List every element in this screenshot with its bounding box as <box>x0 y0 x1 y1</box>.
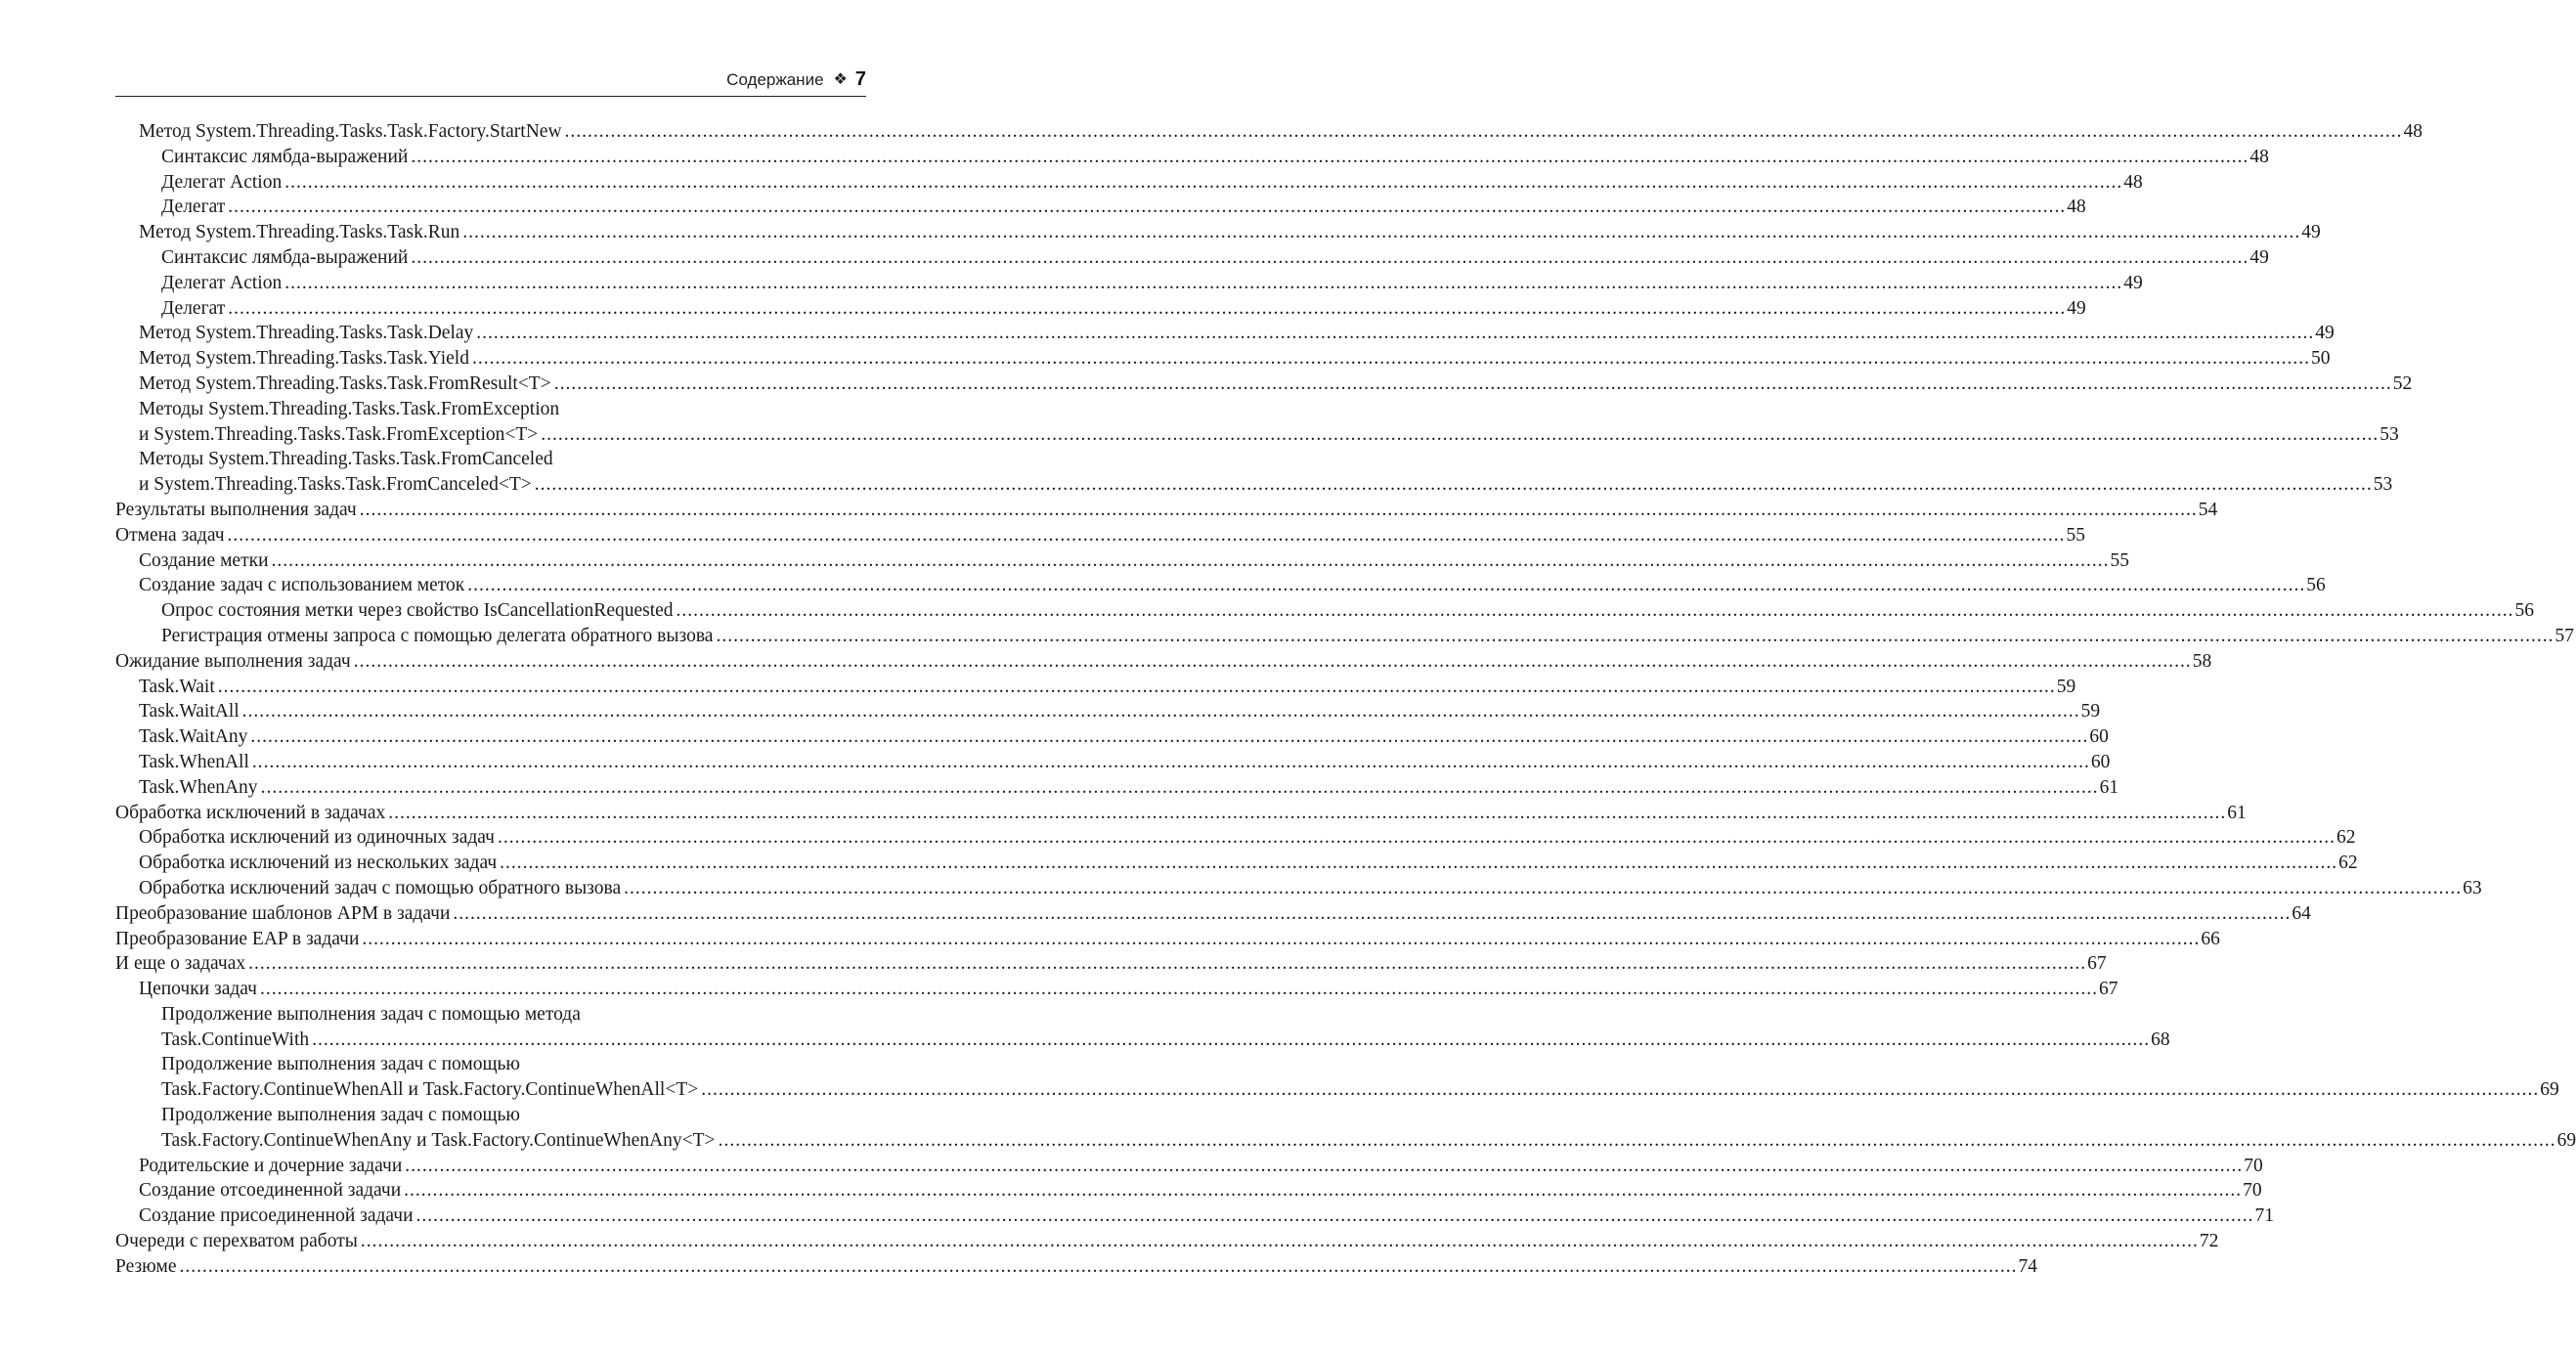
toc-entry-title: Обработка исключений из одиночных задач <box>139 827 495 849</box>
toc-entry <box>115 145 2269 170</box>
toc-entry-page: 56 <box>2306 575 2326 596</box>
toc-entry-page: 59 <box>2080 701 2101 722</box>
toc-entry <box>115 750 2111 775</box>
toc-entry-title: Резюме <box>115 1255 177 1277</box>
toc-entry-page: 61 <box>2227 802 2247 823</box>
toc-entry-row <box>139 372 2413 397</box>
toc-entry-page: 70 <box>2244 1155 2263 1176</box>
toc-entry-page: 72 <box>2199 1231 2219 1252</box>
toc-entry <box>115 675 2076 700</box>
toc-entry-row <box>161 145 2269 170</box>
toc-entry-row <box>139 851 2358 876</box>
toc-entry-row <box>139 1204 2275 1229</box>
toc-entry-title: Опрос состояния метки через свойство IsCancellationRequested <box>161 600 674 622</box>
toc-entry-title: Отмена задач <box>115 524 225 546</box>
leader-dots <box>476 321 2314 346</box>
toc-entry-page: 49 <box>2315 323 2335 344</box>
toc-entry-page: 63 <box>2463 877 2482 898</box>
toc-entry-row <box>115 1254 2037 1280</box>
toc-entry <box>115 119 2423 145</box>
toc-entry-row <box>115 498 2218 523</box>
toc-entry-row <box>139 119 2423 145</box>
toc-entry-title: Создание отсоединенной задачи <box>139 1180 402 1202</box>
toc-entry-title: Task.Factory.ContinueWhenAll и Task.Factory.ContinueWhenAll<T> <box>161 1079 699 1101</box>
toc-entry-title: Обработка исключений задач с помощью обратного вызова <box>139 877 622 898</box>
toc-entry-page: 52 <box>2392 372 2413 394</box>
toc-entry <box>115 876 2482 901</box>
leader-dots <box>535 472 2373 498</box>
toc-entry-title: Метод System.Threading.Tasks.Task.Yield <box>139 348 469 370</box>
leader-dots <box>361 1229 2199 1254</box>
toc-entry-title: Метод System.Threading.Tasks.Task.Run <box>139 222 460 243</box>
leader-dots <box>500 851 2337 876</box>
toc-entry-title: Делегат Action <box>161 171 283 193</box>
toc-entry-title: Преобразование EAP в задачи <box>115 928 360 949</box>
leader-dots <box>242 699 2080 724</box>
leader-dots <box>467 573 2305 598</box>
leader-dots <box>554 372 2392 397</box>
leader-dots <box>416 1204 2254 1229</box>
leader-dots <box>360 498 2198 523</box>
toc-entry-title: Метод System.Threading.Tasks.Task.FromResult<T> <box>139 372 551 394</box>
toc-entry-row <box>139 675 2076 700</box>
toc-entry <box>115 498 2218 523</box>
toc-entry-page: 67 <box>2098 979 2118 1000</box>
toc-entry <box>115 977 2118 1002</box>
leader-dots <box>284 271 2122 296</box>
toc-entry <box>115 624 2574 649</box>
toc-entry-row <box>139 220 2321 245</box>
toc-entry <box>115 1002 2170 1053</box>
toc-entry <box>115 951 2107 977</box>
toc-entry-row <box>161 195 2086 220</box>
toc-entry-row <box>139 825 2356 851</box>
leader-dots <box>272 548 2110 574</box>
toc-entry-row <box>161 1128 2576 1154</box>
toc-entry-page: 49 <box>2123 272 2143 293</box>
leader-dots <box>404 1178 2242 1204</box>
toc-entry-row <box>139 573 2326 598</box>
toc-entry-row <box>161 598 2535 624</box>
toc-entry-row <box>161 296 2086 322</box>
toc-entry-page: 60 <box>2089 726 2109 748</box>
toc-entry <box>115 220 2321 245</box>
leader-dots <box>260 977 2098 1002</box>
toc-entry-row <box>139 1178 2262 1204</box>
toc-entry <box>115 724 2109 750</box>
toc-entry-title-line: Методы System.Threading.Tasks.Task.FromCanceled <box>139 449 553 470</box>
toc-entry <box>115 825 2356 851</box>
toc-entry <box>115 598 2535 624</box>
toc-entry-page: 67 <box>2087 953 2107 975</box>
toc-entry-page: 55 <box>2066 524 2086 546</box>
toc-entry-page: 57 <box>2554 625 2574 646</box>
leader-dots <box>701 1077 2539 1103</box>
leader-dots <box>362 927 2200 952</box>
toc-entry-page: 74 <box>2018 1255 2037 1277</box>
toc-entry-title: Регистрация отмены запроса с помощью делегата обратного вызова <box>161 625 714 646</box>
toc-entry <box>115 775 2119 801</box>
toc-entry-row <box>139 346 2331 372</box>
toc-entry <box>115 523 2086 548</box>
toc-entry-title: Task.Factory.ContinueWhenAny и Task.Factory.ContinueWhenAny<T> <box>161 1129 716 1151</box>
toc-entry <box>115 296 2086 322</box>
toc-entry-row <box>161 245 2269 271</box>
toc-entry-row <box>139 699 2101 724</box>
toc-entry-title: И еще о задачах <box>115 953 246 975</box>
toc-entry-title: Task.ContinueWith <box>161 1029 310 1050</box>
page-header <box>115 61 866 97</box>
ornament-separator-icon: ❖ <box>833 70 848 88</box>
leader-dots <box>472 346 2310 372</box>
toc-entry-page: 49 <box>2249 246 2269 268</box>
toc-entry-page: 59 <box>2056 676 2076 697</box>
leader-dots <box>218 675 2056 700</box>
toc-entry-title: Делегат Action <box>161 272 283 293</box>
toc-entry-page: 62 <box>2338 853 2358 874</box>
leader-dots <box>354 649 2192 675</box>
toc-entry-page: 50 <box>2310 348 2331 370</box>
running-head-title: Содержание <box>726 69 824 89</box>
toc-entry-page: 69 <box>2540 1079 2559 1101</box>
toc-entry-row <box>115 801 2247 826</box>
toc-entry <box>115 372 2413 397</box>
toc-entry <box>115 397 2399 448</box>
leader-dots <box>312 1028 2150 1053</box>
toc-entry-page: 49 <box>2067 297 2086 319</box>
toc-entry-title: Обработка исключений в задачах <box>115 802 386 823</box>
leader-dots <box>719 1128 2556 1154</box>
leader-dots <box>411 245 2249 271</box>
toc-entry-row <box>161 271 2143 296</box>
toc-entry-row <box>161 170 2143 196</box>
toc-entry-title: Синтаксис лямбда-выражений <box>161 146 409 167</box>
toc-entry-page: 54 <box>2198 499 2218 520</box>
toc-entry <box>115 346 2331 372</box>
toc-entry-page: 70 <box>2243 1180 2262 1202</box>
toc-entry-title: Task.WaitAll <box>139 701 240 722</box>
leader-dots <box>411 145 2249 170</box>
toc-entry-title: Цепочки задач <box>139 979 257 1000</box>
toc-entry <box>115 573 2326 598</box>
toc-entry <box>115 649 2212 675</box>
toc-entry-row <box>139 1154 2263 1179</box>
toc-entry-title: Ожидание выполнения задач <box>115 650 351 672</box>
leader-dots <box>261 775 2099 801</box>
toc-entry-row <box>161 1028 2170 1053</box>
toc-entry-title: Родительские и дочерние задачи <box>139 1155 403 1176</box>
toc-entry <box>115 1254 2037 1280</box>
toc-entry-page: 48 <box>2123 171 2143 193</box>
toc-entry <box>115 801 2247 826</box>
toc-entry-page: 60 <box>2090 751 2111 772</box>
leader-dots <box>462 220 2300 245</box>
toc-entry-title: Task.WhenAll <box>139 751 249 772</box>
toc-entry <box>115 1229 2219 1254</box>
toc-entry-title-line: Продолжение выполнения задач с помощью <box>161 1054 520 1075</box>
toc-entry-title: Делегат <box>161 297 226 319</box>
toc-entry-page: 58 <box>2192 650 2212 672</box>
leader-dots <box>228 195 2066 220</box>
toc-entry <box>115 1204 2275 1229</box>
toc-entry-page: 56 <box>2514 600 2535 622</box>
toc-entry-title: Создание метки <box>139 549 269 571</box>
leader-dots <box>250 724 2088 750</box>
toc-entry-page: 49 <box>2301 222 2321 243</box>
toc-entry-row <box>115 649 2212 675</box>
toc-entry-row <box>139 422 2399 448</box>
table-of-contents <box>115 119 2576 1280</box>
toc-entry <box>115 170 2143 196</box>
toc-entry-title: Обработка исключений из нескольких задач <box>139 853 498 874</box>
toc-entry-title: Делегат <box>161 197 226 218</box>
toc-entry-page: 53 <box>2373 474 2393 496</box>
toc-entry <box>115 271 2143 296</box>
toc-entry <box>115 321 2335 346</box>
toc-entry-row <box>115 523 2086 548</box>
toc-entry-row <box>161 624 2574 649</box>
toc-entry-page: 48 <box>2249 146 2269 167</box>
toc-entry-page: 61 <box>2099 776 2119 798</box>
leader-dots <box>228 523 2066 548</box>
toc-entry-row <box>139 750 2111 775</box>
toc-entry-row <box>139 724 2109 750</box>
toc-entry <box>115 901 2311 927</box>
leader-dots <box>180 1254 2018 1280</box>
toc-entry-page: 48 <box>2403 121 2423 142</box>
toc-entry-title: Очереди с перехватом работы <box>115 1231 358 1252</box>
toc-entry-row <box>139 321 2335 346</box>
leader-dots <box>677 598 2514 624</box>
toc-entry-page: 55 <box>2110 549 2130 571</box>
toc-entry-title: Преобразование шаблонов APM в задачи <box>115 902 451 924</box>
toc-entry-title: Метод System.Threading.Tasks.Task.Factory.StartNew <box>139 121 562 142</box>
toc-entry-page: 64 <box>2292 902 2311 924</box>
toc-entry <box>115 851 2358 876</box>
leader-dots <box>388 801 2226 826</box>
toc-entry-title: Создание присоединенной задачи <box>139 1205 414 1227</box>
toc-entry-title-line: Продолжение выполнения задач с помощью <box>161 1105 520 1126</box>
toc-entry-title: Результаты выполнения задач <box>115 499 357 520</box>
leader-dots <box>541 422 2379 448</box>
leader-dots <box>405 1154 2243 1179</box>
toc-entry-title: Синтаксис лямбда-выражений <box>161 246 409 268</box>
toc-entry <box>115 1052 2559 1103</box>
leader-dots <box>453 901 2291 927</box>
leader-dots <box>228 296 2066 322</box>
toc-entry-page: 68 <box>2151 1029 2170 1050</box>
toc-entry <box>115 699 2101 724</box>
toc-entry-page: 66 <box>2201 928 2220 949</box>
header-right <box>726 68 866 91</box>
toc-entry-title: Task.WaitAny <box>139 726 248 748</box>
toc-entry-title: Task.WhenAny <box>139 776 258 798</box>
leader-dots <box>498 825 2336 851</box>
toc-entry-row <box>115 951 2107 977</box>
toc-entry <box>115 1178 2262 1204</box>
leader-dots <box>624 876 2462 901</box>
toc-entry-title: Метод System.Threading.Tasks.Task.Delay <box>139 323 474 344</box>
toc-entry-row <box>139 977 2118 1002</box>
toc-entry-title: Создание задач с использованием меток <box>139 575 465 596</box>
toc-entry-row <box>139 472 2393 498</box>
leader-dots <box>565 119 2403 145</box>
toc-entry <box>115 1103 2576 1154</box>
toc-entry-page: 48 <box>2067 197 2086 218</box>
leader-dots <box>284 170 2122 196</box>
toc-entry-title: Task.Wait <box>139 676 215 697</box>
toc-entry-page: 62 <box>2336 827 2356 849</box>
toc-entry <box>115 447 2393 498</box>
toc-entry-title-line: Продолжение выполнения задач с помощью метода <box>161 1003 581 1025</box>
toc-entry <box>115 1154 2263 1179</box>
toc-entry-title: и System.Threading.Tasks.Task.FromException<T> <box>139 423 539 445</box>
toc-entry-page: 53 <box>2380 423 2399 445</box>
toc-entry-row <box>115 901 2311 927</box>
toc-entry-row <box>139 548 2130 574</box>
leader-dots <box>252 750 2090 775</box>
toc-entry-row <box>115 927 2220 952</box>
toc-entry-row <box>161 1077 2559 1103</box>
toc-entry <box>115 927 2220 952</box>
toc-entry-title-line: Методы System.Threading.Tasks.Task.FromException <box>139 398 560 419</box>
leader-dots <box>716 624 2554 649</box>
toc-entry-title: и System.Threading.Tasks.Task.FromCanceled<T> <box>139 474 532 496</box>
toc-entry <box>115 548 2130 574</box>
toc-entry <box>115 245 2269 271</box>
toc-entry-page: 71 <box>2254 1205 2275 1227</box>
toc-entry-row <box>139 876 2482 901</box>
toc-entry-row <box>115 1229 2219 1254</box>
toc-entry-page: 69 <box>2556 1129 2576 1151</box>
toc-entry <box>115 195 2086 220</box>
leader-dots <box>248 951 2086 977</box>
page-number: 7 <box>854 68 866 90</box>
toc-entry-row <box>139 775 2119 801</box>
